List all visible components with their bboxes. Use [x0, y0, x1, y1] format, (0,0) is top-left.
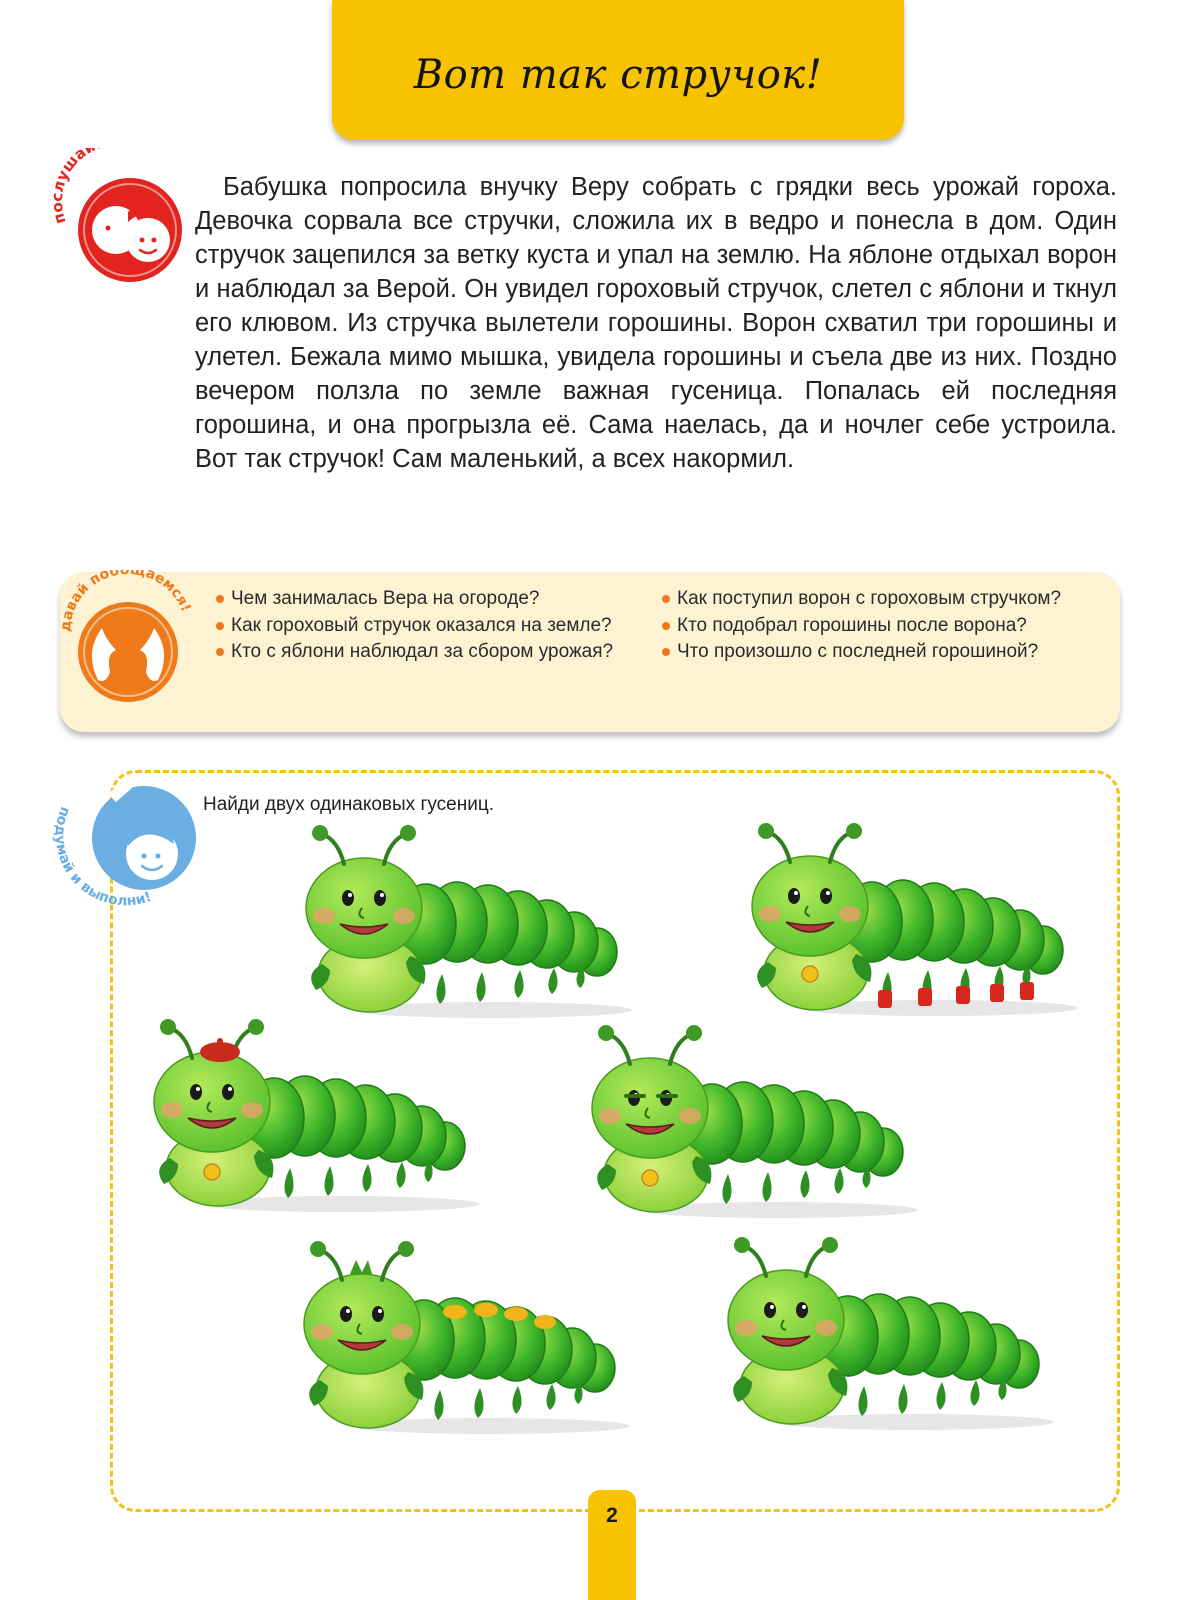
title-banner [332, 0, 904, 140]
caterpillar-4[interactable] [578, 1024, 918, 1224]
caterpillar-1[interactable] [292, 824, 632, 1024]
questions-right [660, 586, 1110, 666]
talk-badge [58, 570, 208, 715]
think-badge-label: подумай и выполни! [51, 804, 154, 910]
think-badge-icon [48, 776, 208, 926]
question-item: Как поступил ворон с гороховым стручком? [660, 586, 1110, 613]
listen-badge-label: послуша [48, 148, 90, 227]
questions-panel [60, 572, 1120, 732]
page-number-tab [588, 1490, 636, 1600]
story-text: Бабушка попросила внучку Веру собрать с грядки весь урожай гороха. Девочка сорвала все стручки, сложила их в ведро и понесла в дом. Один стручок зацепился за ветку куста и упал на землю. На яблоне отдыхал ворон и наблюдал за Верой. Он увидел гороховый стручок, слетел с яблони и ткнул его клювом. Из стручка вылетели горошины. Ворон схватил три горошины и улетел. Бежала мимо мышка, увидела горошины и съела две из них. Поздно вечером ползла по земле важная гусеница. Попалась ей последняя горошина, и она прогрызла её. Сама наелась, да и ночлег себе устроила. Вот так стручок! Сам маленький, а всех накормил. [195, 173, 1117, 473]
talk-badge-label: давай пообщаемся! [58, 570, 194, 633]
task-instruction: Найди двух одинаковых гусениц. [203, 794, 495, 815]
questions-left [214, 586, 634, 666]
question-item: Кто подобрал горошины после ворона? [660, 613, 1110, 640]
caterpillar-5[interactable] [290, 1240, 630, 1440]
caterpillar-6[interactable] [714, 1236, 1054, 1436]
talk-badge-icon [58, 570, 208, 710]
page-number: 2 [606, 1504, 618, 1527]
page-title: Вот так стручок! [413, 52, 823, 98]
question-item: Как гороховый стручок оказался на земле? [214, 613, 634, 640]
think-badge [48, 776, 208, 931]
listen-badge-icon [48, 148, 188, 288]
question-item: Кто с яблони наблюдал за сбором урожая? [214, 639, 634, 666]
listen-badge [48, 148, 188, 293]
question-item: Чем занималась Вера на огороде? [214, 586, 634, 613]
question-item: Что произошло с последней горошиной? [660, 639, 1110, 666]
caterpillar-3[interactable] [140, 1018, 480, 1218]
caterpillar-2[interactable] [738, 822, 1078, 1022]
